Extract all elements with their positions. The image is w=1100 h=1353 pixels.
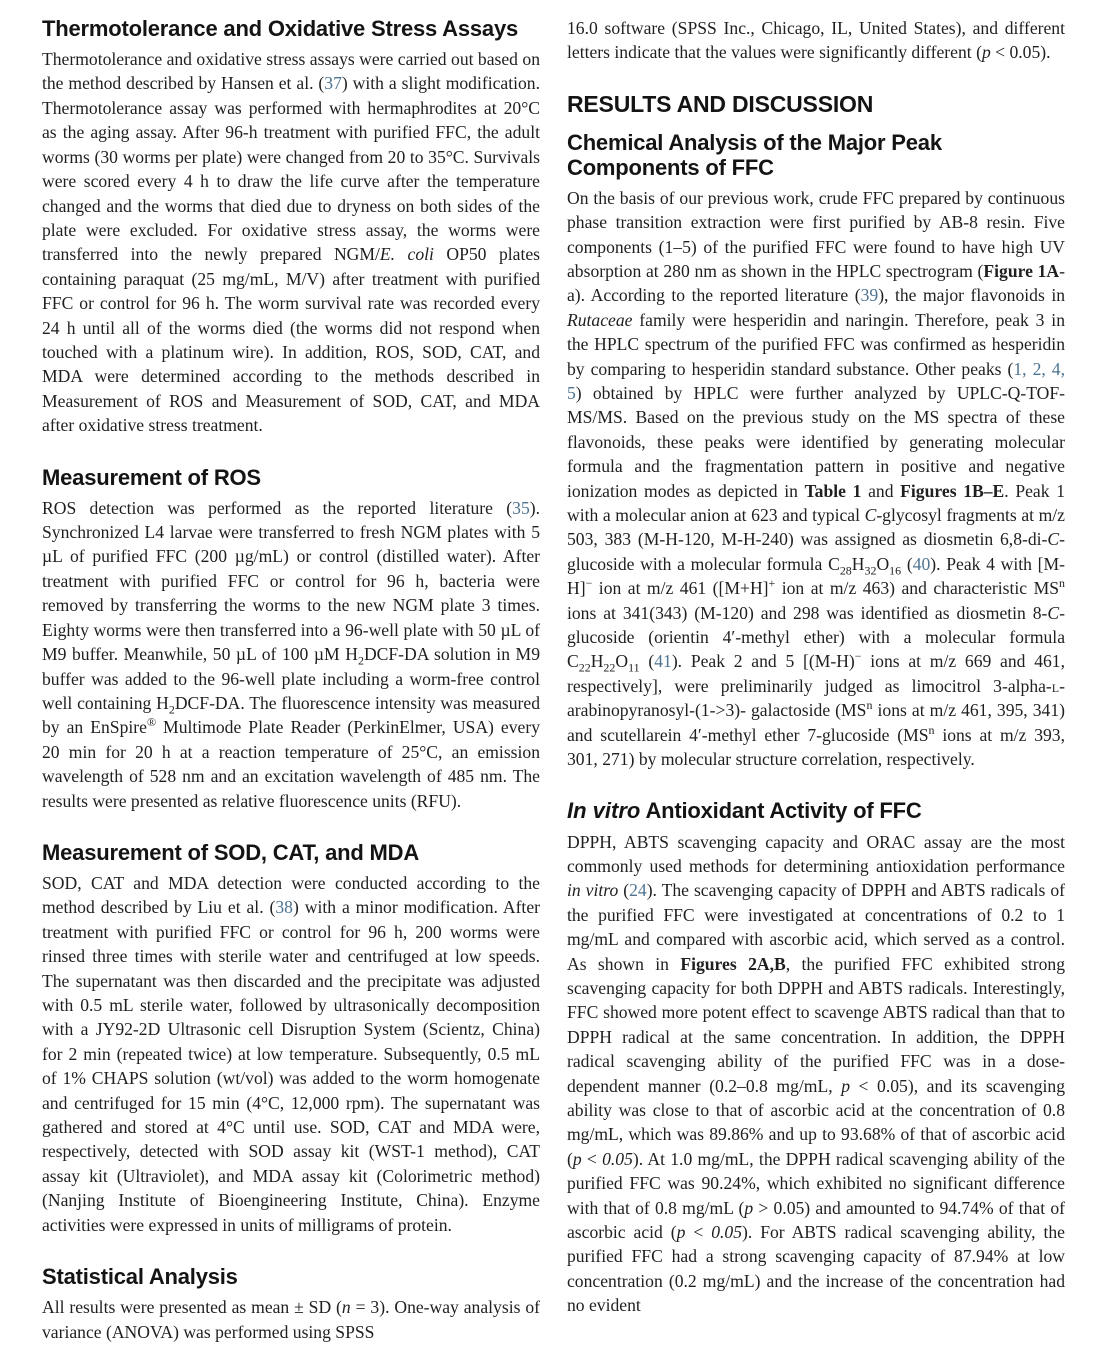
paragraph: 16.0 software (SPSS Inc., Chicago, IL, United States), and different letters indicate that the values were significantly different (p < 0.05). [567,18,1065,63]
paragraph: Thermotolerance and oxidative stress assays were carried out based on the method described by Hansen et al. (37) with a slight modification. Thermotolerance assay was performed with hermaphrodites at 20°C as the aging assay. After 96-h treatment with purified FFC, the adult worms (30 worms per plate) were changed from 20 to 35°C. Survivals were scored every 4 h to draw the life curve after the temperature changed and the worms that died due to dryness on both sides of the plate were excluded. For oxidative stress assay, the worms were transferred into the newly prepared NGM/E. coli OP50 plates containing paraquat (25 mg/mL, M/V) after treatment with purified FFC or control for 96 h. The worm survival rate was recorded every 24 h until all of the worms died (the worms did not respond when touched with a platinum wire). In addition, ROS, SOD, CAT, and MDA were determined according to the methods described in Measurement of ROS and Measurement of SOD, CAT, and MDA after oxidative stress treatment. [42,49,540,436]
paragraph: ROS detection was performed as the reported literature (35). Synchronized L4 larvae were transferred to fresh NGM plates with 5 µL of purified FFC (200 µg/mL) or control (distilled water). After treatment with purified FFC or control for 96 h, bacteria were removed by transferring the worms to the new NGM plate 3 times. Eighty worms were then transferred into a 96-well plate with 50 µL of M9 buffer. Meanwhile, 50 µL of 100 µM $H_2DCF-DA$ solution in M9 buffer was added to the 96-well plate including a worm-free control well containing $H_2DCF-DA$. The fluorescence intensity was measured by an EnSpire® Multimode Plate Reader (PerkinElmer, USA) every 20 min for 20 h at a reaction temperature of 25°C, an emission wavelength of 528 nm and an excitation wavelength of 485 nm. The results were presented as relative fluorescence units (RFU). [42,497,540,811]
paragraph: DPPH, ABTS scavenging capacity and ORAC assay are the most commonly used methods for determining antioxidation performance in vitro (24). The scavenging capacity of DPPH and ABTS radicals of the purified FFC were investigated at concentrations of 0.2 to 1 mg/mL and compared with ascorbic acid, which served as a control. As shown in Figures 2A,B, the purified FFC exhibited strong scavenging capacity for both DPPH and ABTS radicals. Interestingly, FFC showed more potent effect to scavenge ABTS radical than that to DPPH radical at the same concentration. In addition, the DPPH radical scavenging ability of the purified FFC was in a dose-dependent manner (0.2–0.8 mg/mL, p < 0.05), and its scavenging ability was close to that of ascorbic acid at the concentration of 0.8 mg/mL, which was 89.86% and up to 93.68% of that of ascorbic acid (p < 0.05). At 1.0 mg/mL, the DPPH radical scavenging ability of the purified FFC was 90.24%, which exhibited no significant difference with that of 0.8 mg/mL (p > 0.05) and amounted to 94.74% of that of ascorbic acid (p < 0.05). For ABTS radical scavenging ability, the purified FFC had a strong scavenging capacity of 87.94% at low concentration (0.2 mg/mL) and the increase of the concentration had no evident [567,831,1065,1316]
subsection-heading: Statistical Analysis [42,1264,238,1290]
paragraph: SOD, CAT and MDA detection were conducted according to the method described by Liu et al. (38) with a minor modification. After treatment with purified FFC or control for 96 h, 200 worms were rinsed three times with sterile water and centrifuged at low speeds. The supernatant was then discarded and the precipitate was adjusted with 0.5 mL sterile water, followed by ultrasonically decomposition with a JY92-2D Ultrasonic cell Disruption System (Scientz, China) for 2 min (repeated twice) at low temperature. Subsequently, 0.5 mL of 1% CHAPS solution (wt/vol) was added to the worm homogenate and centrifuged for 15 min (4°C, 12,000 rpm). The supernatant was gathered and stored at 4°C until use. SOD, CAT and MDA were, respectively, detected with SOD assay kit (WST-1 method), CAT assay kit (Ultraviolet), and MDA assay kit (Colorimetric method) (Nanjing Institute of Bioengineering Institute, China). Enzyme activities were expressed in units of milligrams of protein. [42,873,540,1235]
column-left [42,10,540,1344]
column-right [567,10,1065,1344]
paragraph: All results were presented as mean ± SD (n = 3). One-way analysis of variance (ANOVA) was performed using SPSS [42,1297,540,1342]
subsection-heading: Measurement of ROS [42,464,261,490]
paragraph: On the basis of our previous work, crude FFC prepared by continuous phase transition extraction were first purified by AB-8 resin. Five components (1–5) of the purified FFC were found to have high UV absorption at 280 nm as shown in the HPLC spectrogram (Figure 1A-a). According to the reported literature (39), the major flavonoids in Rutaceae family were hesperidin and naringin. Therefore, peak 3 in the HPLC spectrum of the purified FFC was confirmed as hesperidin by comparing to hesperidin standard substance. Other peaks (1, 2, 4, 5) obtained by HPLC were further analyzed by UPLC-Q-TOF-MS/MS. Based on the previous study on the MS spectra of these flavonoids, these peaks were identified by generating molecular formula and the fragmentation pattern in positive and negative ionization modes as depicted in Table 1 and Figures 1B–E. Peak 1 with a molecular anion at 623 and typical C-glycosyl fragments at m/z 503, 383 (M-H-120, M-H-240) was assigned as diosmetin 6,8-di-C-glucoside with a molecular formula $C_{28}H_{32}O_{16}$ (40). Peak 4 with [M-H]− ion at m/z 461 ([M+H]+ ion at m/z 463) and characteristic $MS^n$ ions at 341(343) (M-120) and 298 was identified as diosmetin 8-C-glucoside (orientin 4′-methyl ether) with a molecular formula $C_{22}H_{22}O_{11}$ (41). Peak 2 and 5 [(M-H)− ions at m/z 669 and 461, respectively], were preliminarily judged as limocitrol 3-alpha-l-arabinopyranosyl-(1->3)- galactoside ($MS^n$ ions at m/z 461, 395, 341) and scutellarein 4′-methyl ether 7-glucoside ($MS^n$ ions at m/z 393, 301, 271) by molecular structure correlation, respectively. [567,187,1065,770]
subsection-heading: Thermotolerance and Oxidative Stress Assays [42,16,519,41]
subsection-heading: In vitro Antioxidant Activity of FFC [567,798,922,824]
two-column-layout [42,10,1064,1344]
subsection-heading: Chemical Analysis of the Major Peak Components of FFC [567,129,942,180]
section-heading: RESULTS AND DISCUSSION [567,90,874,117]
subsection-heading: Measurement of SOD, CAT, and MDA [42,839,420,865]
